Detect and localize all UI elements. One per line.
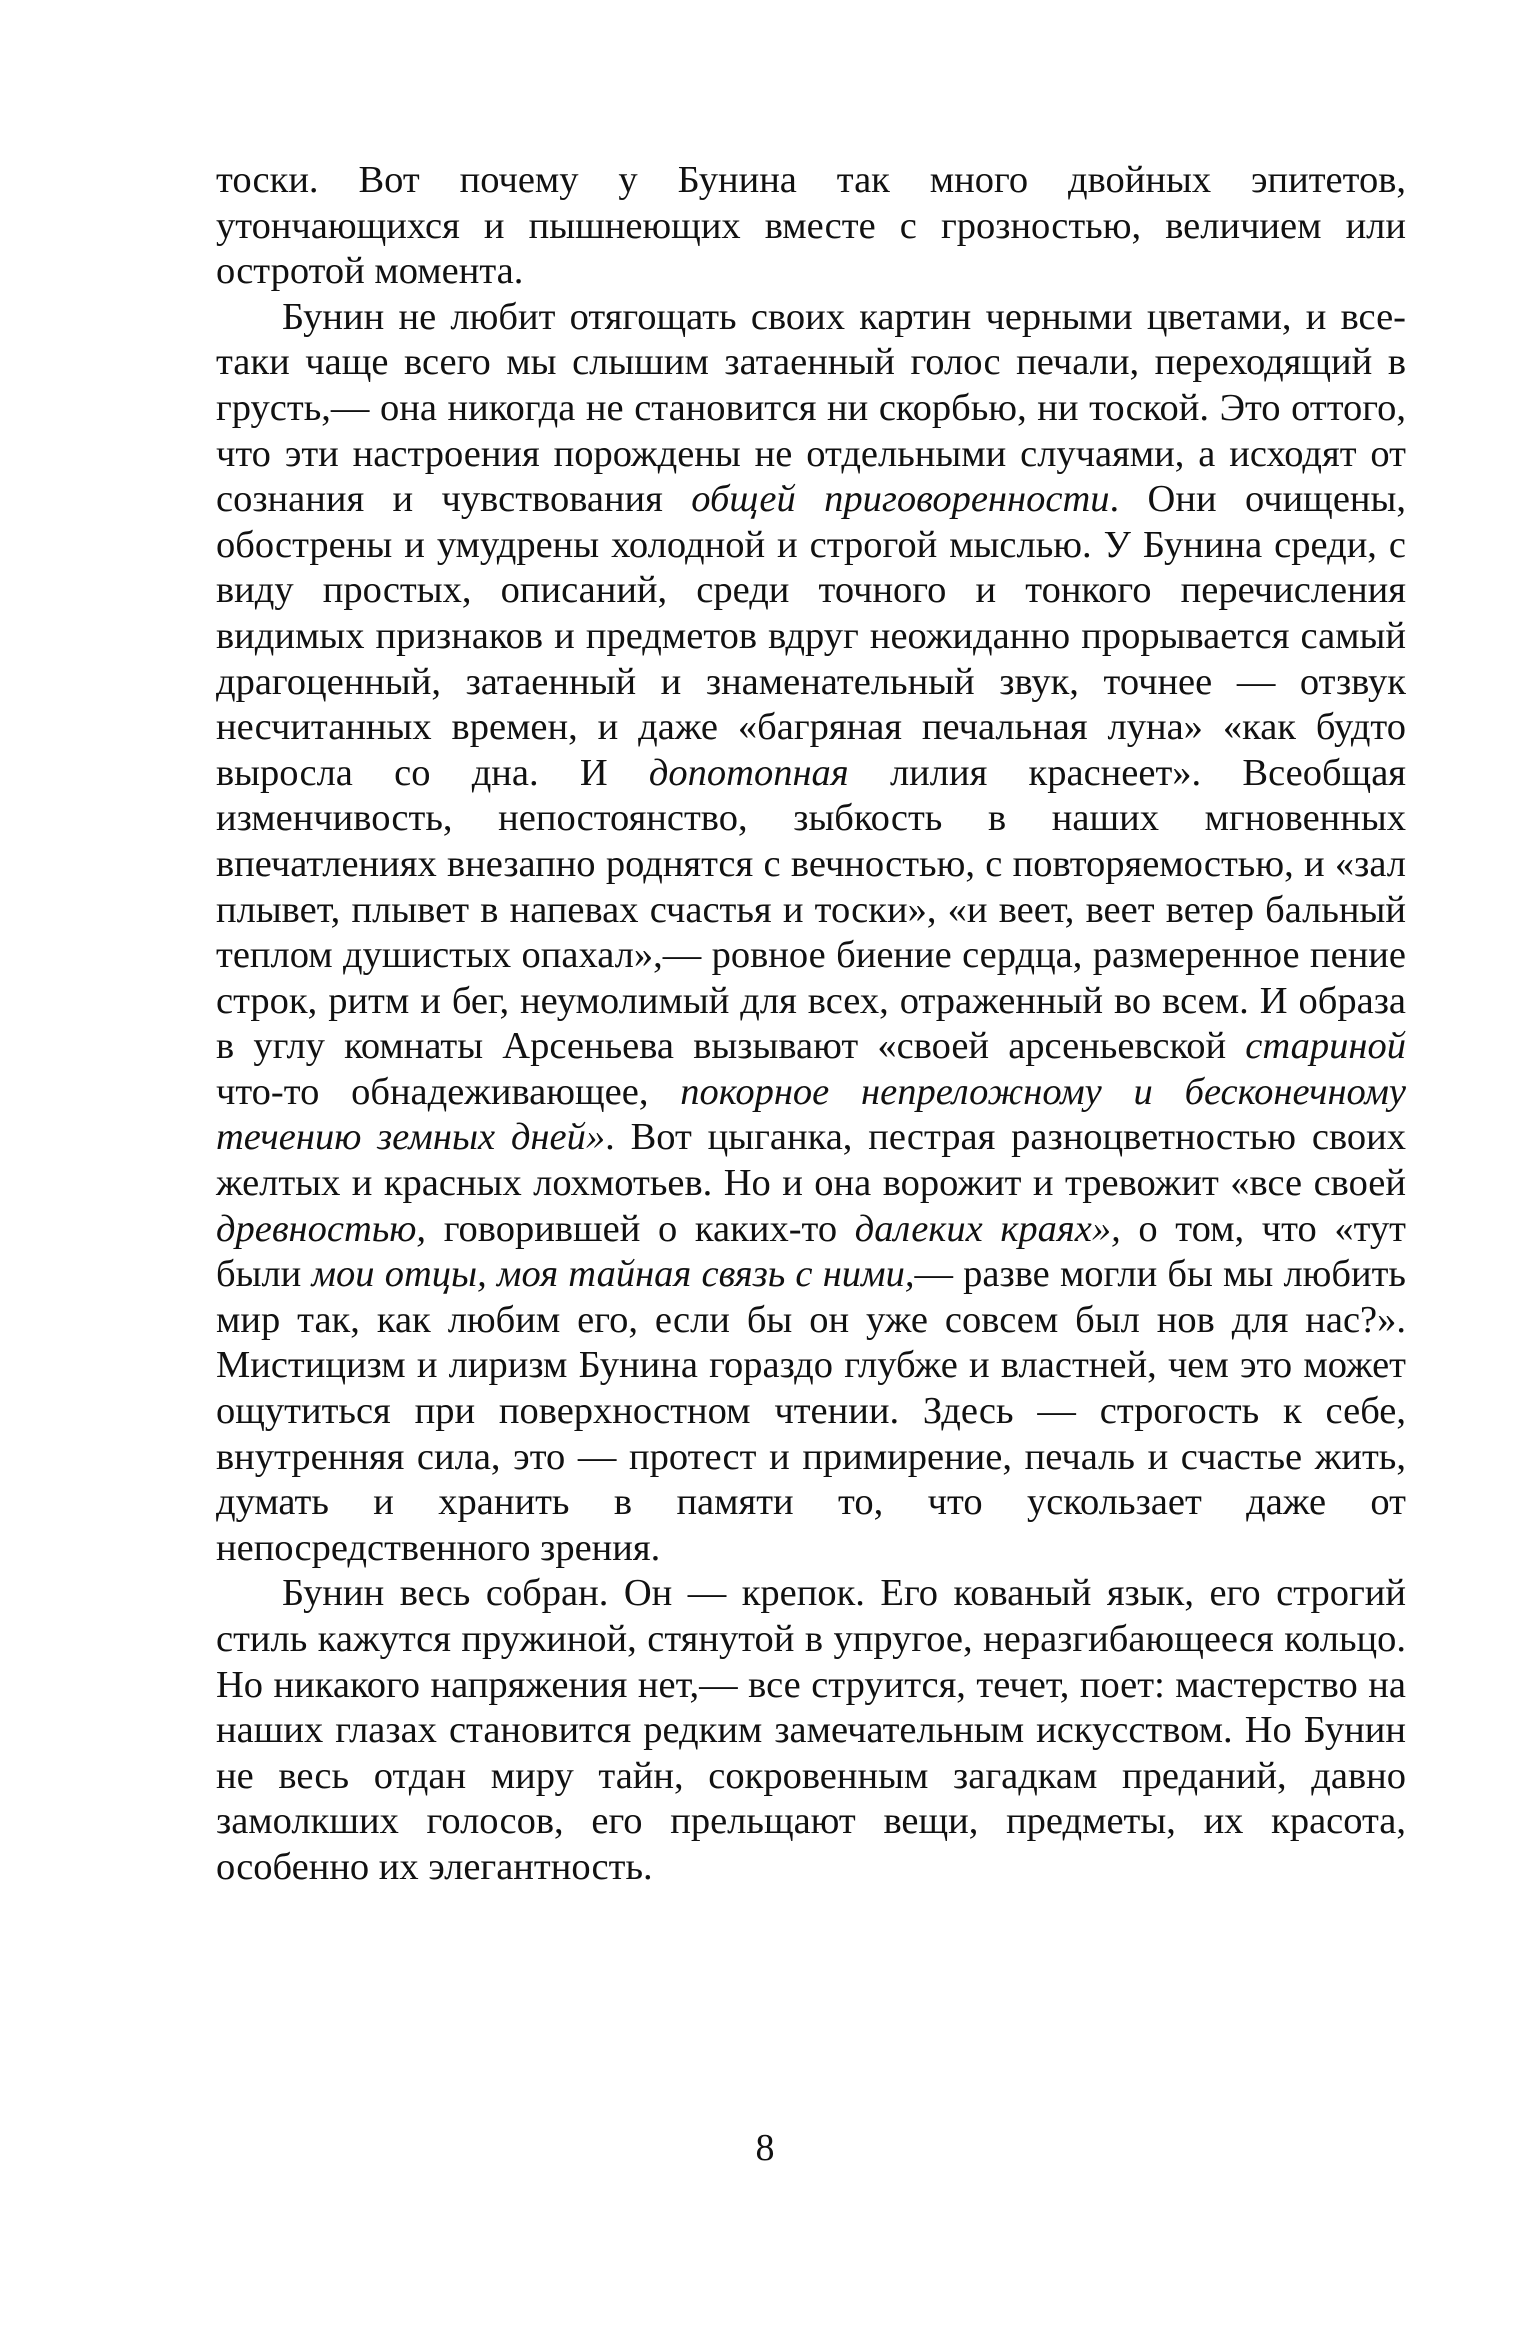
paragraph-2-text: — разве могли бы мы любить мир так, как любим его, если бы он уже совсем был нов для нас?». Мистицизм и лиризм Бунина гораздо глубже и властней, чем это может ощутиться при поверхностном чтении. Здесь — строгость к себе, внутренняя сила, это — протест и примирение, печаль и счастье жить, думать и хранить в памяти то, что ускользает даже от непосредственного зрения. <box>216 1253 1406 1569</box>
paragraph-2-text: . Вот цыганка, пестрая разноцветностью своих желтых и красных лохмотьев. Но и она ворожит и тревожит «все своей <box>216 1116 1406 1205</box>
paragraph-2 <box>216 295 1406 1572</box>
paragraph-2-text: о том, что «тут были <box>216 1207 1407 1296</box>
paragraph-3-text: Бунин весь собран. Он — крепок. Его кованый язык, его строгий стиль кажутся пружиной, стянутой в упругое, неразгибающееся кольцо. Но никакого напряжения нет,— все струится, течет, поет: мастерство на наших глазах становится редким замечательным искусством. Но Бунин не весь отдан миру тайн, сокровенным загадкам преданий, давно замолкших голосов, его прельщают вещи, предметы, их красота, особенно их элегантность. <box>216 1572 1406 1888</box>
paragraph-2-text: . Они очищены, обострены и умудрены холодной и строгой мыслью. У Бунина среди, с виду простых, описаний, среди точного и тонкого перечисления видимых признаков и предметов вдруг неожиданно прорывается самый драгоценный, затаенный и знаменательный звук, точнее — отзвук несчитанных времен, и даже «багряная печальная луна» «как будто выросла со дна. И <box>216 478 1407 794</box>
paragraph-2-text: что-то обнадеживающее, <box>216 1070 681 1113</box>
paragraph-2-text: Бунин не любит отягощать своих картин черными цветами, и все-таки чаще всего мы слышим затаенный голос печали, переходящий в грусть,— она никогда не становится ни скорбью, ни тоской. Это оттого, что эти настроения порождены не отдельными случаями, а исходят от сознания и чувствования <box>216 295 1406 521</box>
italic-phrase: древностью, <box>216 1207 427 1250</box>
italic-phrase: мои отцы, моя тайная связь с ними, <box>311 1253 915 1296</box>
paragraph-1 <box>216 158 1406 295</box>
italic-phrase: допотопная <box>648 751 849 794</box>
italic-phrase: далеких краях», <box>854 1207 1121 1250</box>
paragraph-3 <box>216 1571 1406 1890</box>
italic-phrase: общей приговоренности <box>691 478 1110 521</box>
italic-phrase: покорное непреложному и бесконечному течению земных дней» <box>216 1070 1406 1159</box>
page-number: 8 <box>755 2127 775 2169</box>
italic-phrase: стариной <box>1245 1025 1406 1068</box>
paragraph-1-text: тоски. Вот почему у Бунина так много двойных эпитетов, утончающихся и пышнеющих вместе с грозностью, величием или остротой момента. <box>216 159 1406 293</box>
paragraph-2-text: говорившей о каких-то <box>426 1207 855 1250</box>
page-text-block <box>216 158 1406 1891</box>
paragraph-2-text: лилия краснеет». Всеобщая изменчивость, непостоянство, зыбкость в наших мгновенных впечатлениях внезапно роднятся с вечностью, с повторяемостью, и «зал плывет, плывет в напевах счастья и тоски», «и веет, веет ветер бальный теплом душистых опахал»,— ровное биение сердца, размеренное пение строк, ритм и бег, неумолимый для всех, отраженный во всем. И образа в углу комнаты Арсеньева вызывают «своей арсеньевской <box>216 751 1406 1068</box>
